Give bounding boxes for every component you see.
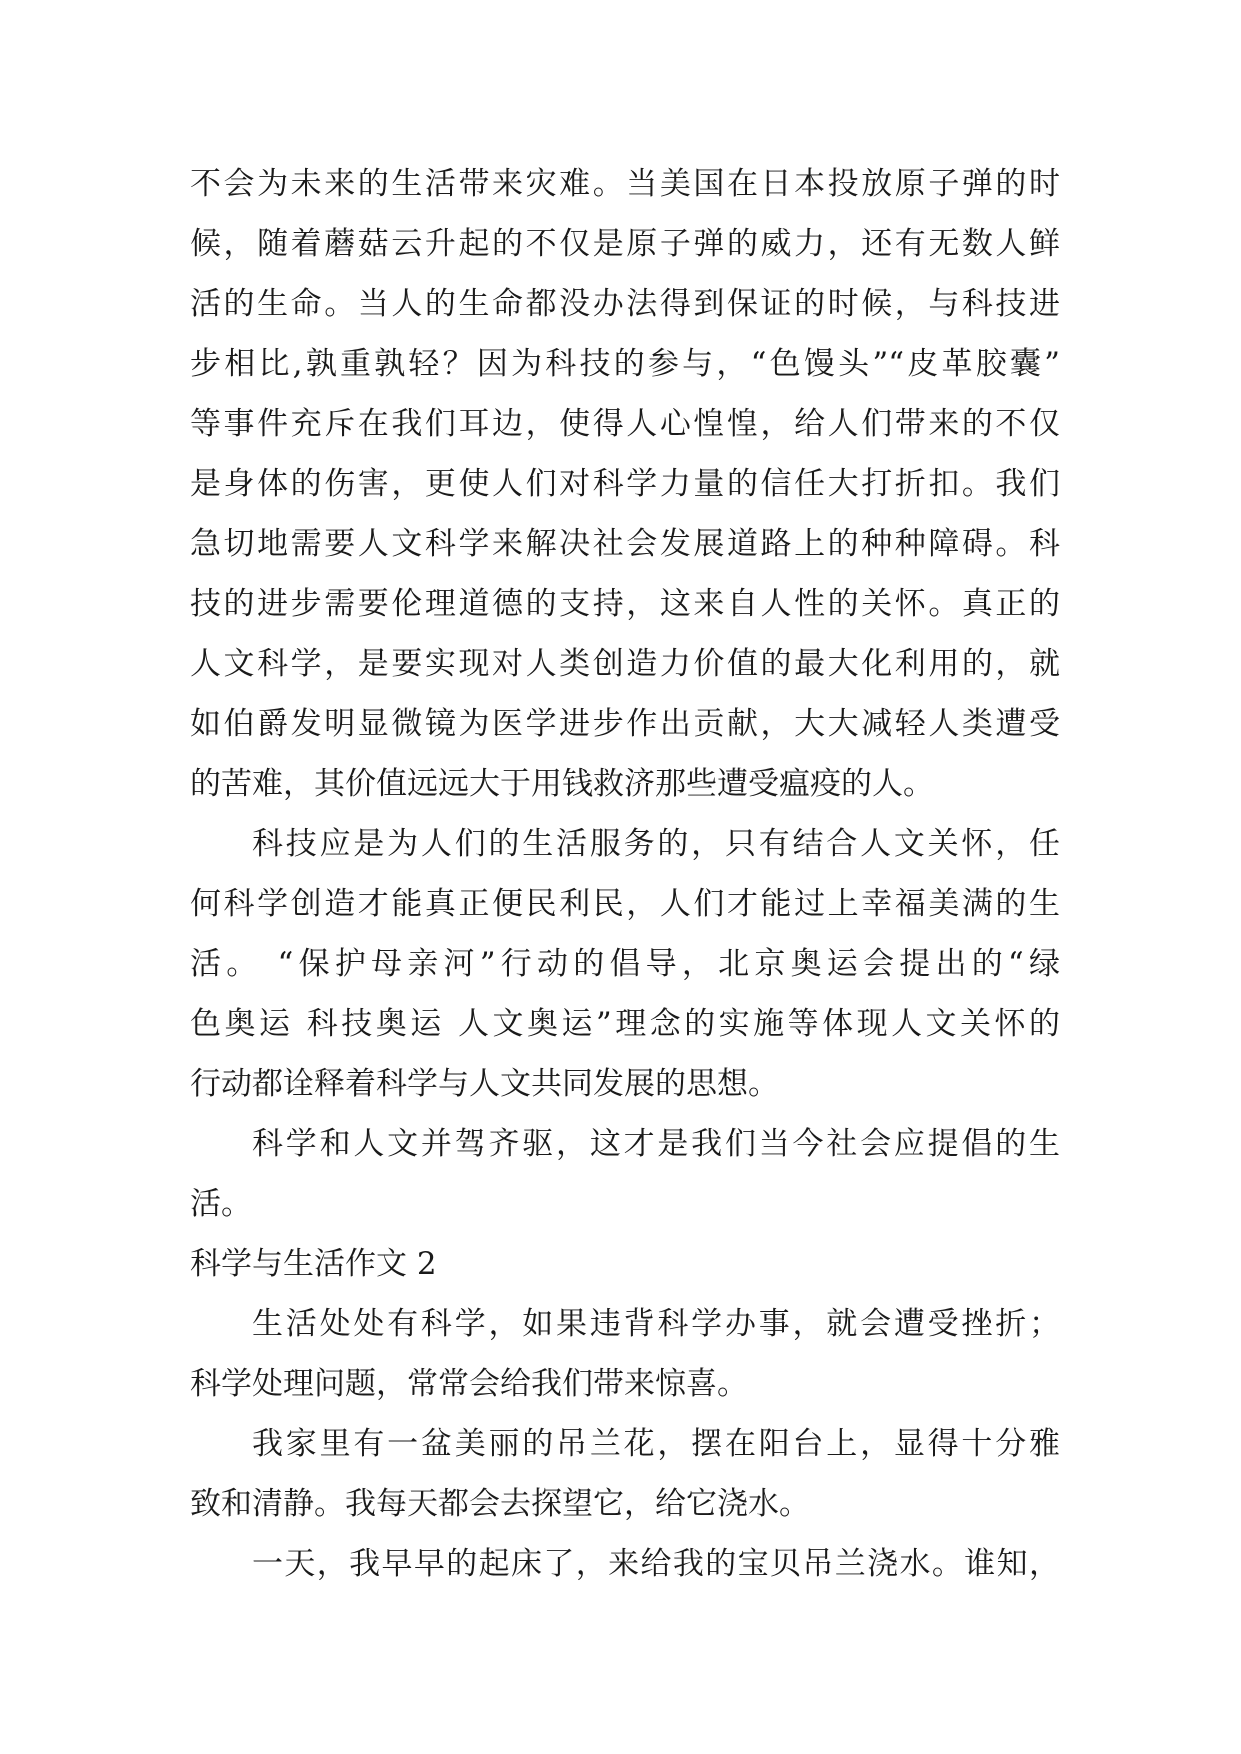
- text-line: 行动都诠释着科学与人文共同发展的思想。: [190, 1066, 779, 1102]
- text-line: 候，随着蘑菇云升起的不仅是原子弹的威力，还有无数人鲜: [190, 226, 1060, 262]
- text-line: 生活处处有科学，如果违背科学办事，就会遭受挫折；: [252, 1306, 1060, 1342]
- essay2-paragraph-1: [190, 1294, 1060, 1414]
- essay2-paragraph-3: [190, 1534, 1060, 1594]
- text-line: 等事件充斥在我们耳边，使得人心惶惶，给人们带来的不仅: [190, 406, 1060, 442]
- text-line: 技的进步需要伦理道德的支持，这来自人性的关怀。真正的: [190, 586, 1060, 622]
- text-line: 活。: [190, 1186, 252, 1222]
- document-body: [190, 154, 1060, 1594]
- essay1-paragraph-2: [190, 814, 1060, 1114]
- text-line: 步相比,孰重孰轻？因为科技的参与，“色馒头”“皮革胶囊”: [190, 346, 1060, 382]
- text-line: 是身体的伤害，更使人们对科学力量的信任大打折扣。我们: [190, 466, 1060, 502]
- text-line: 何科学创造才能真正便民利民，人们才能过上幸福美满的生: [190, 886, 1060, 922]
- text-line: 如伯爵发明显微镜为医学进步作出贡献，大大减轻人类遭受: [190, 706, 1060, 742]
- essay2-title: 科学与生活作文 2: [190, 1246, 437, 1282]
- text-line: 的苦难，其价值远远大于用钱救济那些遭受瘟疫的人。: [190, 766, 934, 802]
- text-line: 活的生命。当人的生命都没办法得到保证的时候，与科技进: [190, 286, 1060, 322]
- text-line: 人文科学，是要实现对人类创造力价值的最大化利用的，就: [190, 646, 1060, 682]
- essay2-paragraph-2: [190, 1414, 1060, 1534]
- text-line: 活。 “保护母亲河”行动的倡导，北京奥运会提出的“绿: [190, 946, 1060, 982]
- essay1-paragraph-1: [190, 154, 1060, 814]
- text-line: 一天，我早早的起床了，来给我的宝贝吊兰浇水。谁知，: [252, 1546, 1060, 1582]
- text-line: 科学和人文并驾齐驱，这才是我们当今社会应提倡的生: [252, 1126, 1060, 1162]
- text-line: 致和清静。我每天都会去探望它，给它浇水。: [190, 1486, 810, 1522]
- essay1-paragraph-3: [190, 1114, 1060, 1234]
- text-line: 我家里有一盆美丽的吊兰花，摆在阳台上，显得十分雅: [252, 1426, 1060, 1462]
- text-line: 不会为未来的生活带来灾难。当美国在日本投放原子弹的时: [190, 166, 1060, 202]
- text-line: 科学处理问题，常常会给我们带来惊喜。: [190, 1366, 748, 1402]
- text-line: 色奥运 科技奥运 人文奥运”理念的实施等体现人文关怀的: [190, 1006, 1060, 1042]
- text-line: 科技应是为人们的生活服务的，只有结合人文关怀，任: [252, 826, 1060, 862]
- text-line: 急切地需要人文科学来解决社会发展道路上的种种障碍。科: [190, 526, 1060, 562]
